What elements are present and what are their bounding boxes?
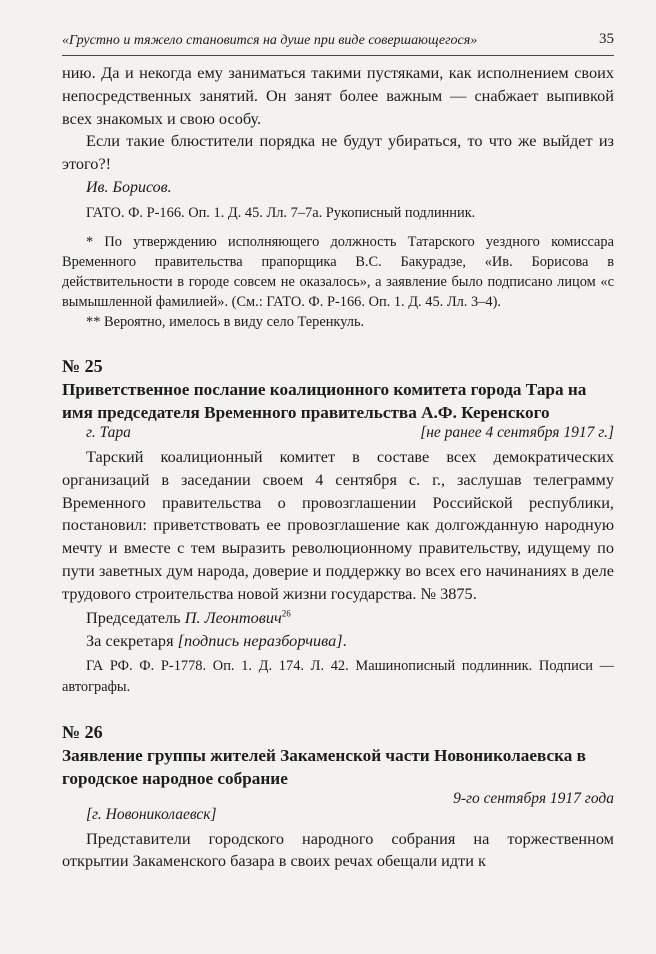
page-number: 35 <box>599 31 614 47</box>
secretary-end: . <box>342 630 347 650</box>
doc-date: [не ранее 4 сентября 1917 г.] <box>420 423 614 441</box>
doc-source: ГА РФ. Ф. Р-1778. Оп. 1. Д. 174. Л. 42. Машинописный подлинник. Подписи — автографы. <box>62 657 614 695</box>
doc-place: г. Тара <box>86 423 131 441</box>
doc-title: Приветственное послание коалиционного комитета города Тара на имя председателя Временного правительства А.Ф. Керенского <box>62 379 587 422</box>
doc-place: [г. Новониколаевск] <box>86 805 217 823</box>
page-content <box>62 62 614 873</box>
prev-doc-signature: Ив. Борисов. <box>86 178 172 196</box>
running-title: «Грустно и тяжело становится на душе при виде совершающегося» <box>62 33 478 48</box>
prev-doc-source: ГАТО. Ф. Р-166. Оп. 1. Д. 45. Лл. 7–7а. Рукописный подлинник. <box>86 204 476 221</box>
doc-number: № 25 <box>62 355 103 376</box>
doc-date: 9-го сентября 1917 года <box>453 789 614 807</box>
footnote: ** Вероятно, имелось в виду село Теренкуль. <box>86 313 365 330</box>
doc-place-line <box>62 806 614 828</box>
chair-name: П. Леонтович <box>184 607 282 627</box>
doc-secretary-signature <box>62 629 614 652</box>
footnote-ref: 26 <box>281 608 291 619</box>
doc-number: № 26 <box>62 721 103 742</box>
doc-place-date <box>62 424 614 446</box>
secretary-note: [подпись неразборчива] <box>177 630 343 650</box>
secretary-label: За секретаря <box>86 630 174 650</box>
doc-chair-signature <box>62 606 614 629</box>
running-header <box>62 33 614 51</box>
header-rule <box>62 55 614 56</box>
doc-title: Заявление группы жителей Закаменской части Новониколаевска в городское народное собрание <box>62 745 586 788</box>
prev-doc-paragraph: нию. Да и некогда ему заниматься такими пустяками, как исполнением своих непосредственных занятий. Он занят более важным — снабжает выпивкой всех знакомых и свою особу. <box>62 63 614 128</box>
chair-label: Председатель <box>86 607 181 627</box>
doc-text: Представители городского народного собрания на торжественном открытии Закаменского базара в своих речах обещали идти к <box>62 828 614 871</box>
prev-doc-paragraph: Если такие блюстители порядка не будут убираться, то что же выйдет из этого?! <box>62 131 614 174</box>
footnote: * По утверждению исполняющего должность Татарского уездного комиссара Временного правительства прапорщика В.С. Бакурадзе, «Ив. Борисова в действительности в городе совсем не оказалось», а заявление было подписано лицом «с вымышленной фамилией». (См.: ГАТО. Ф. Р-166. Оп. 1. Д. 45. Лл. 3–4). <box>62 233 614 310</box>
doc-text: Тарский коалиционный комитет в составе всех демократических организаций в заседании своем 4 сентября с. г., заслушав телеграмму Временного правительства о провозглашении Российской республики, постановил: приветствовать ее провозглашение как долгожданную народную мечту и вместе с тем выразить революционному правительству, идущему по пути заветных дум народа, доверие и поддержку во всех его начинаниях в деле трудового строительства новой жизни государства. № 3875. <box>62 446 614 603</box>
